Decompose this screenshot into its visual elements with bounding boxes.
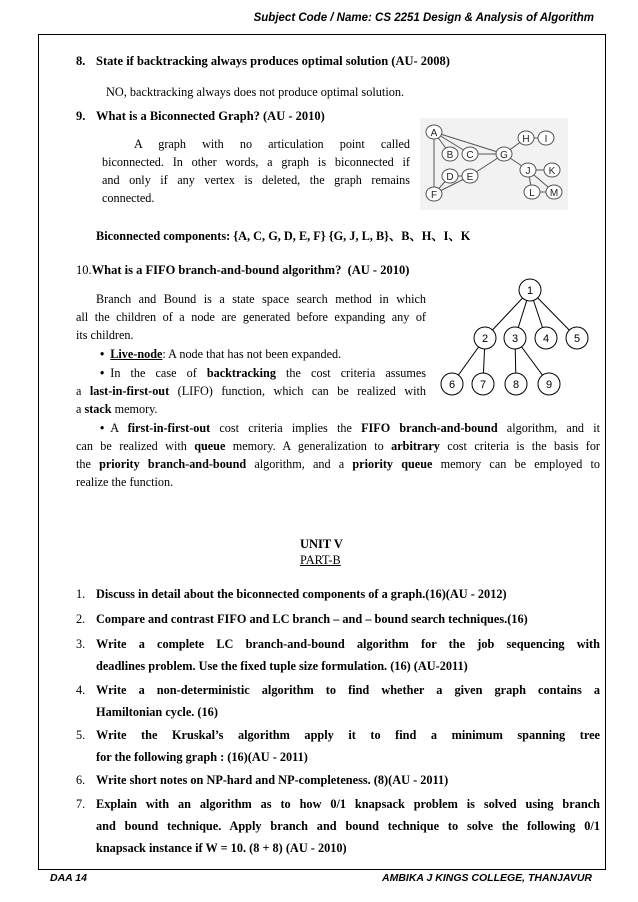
state-space-tree-figure [436,272,596,404]
question-6: Write short notes on NP-hard and NP-completeness. (8)(AU - 2011) [96,773,449,787]
graph-label-i: I [544,134,548,145]
q9-question: What is a Biconnected Graph? (AU - 2010) [96,109,325,123]
graph-label-c: C [466,150,474,161]
graph-label-f: F [430,190,438,201]
bullet-fifo: • A first-in-first-out cost criteria implies the FIFO branch-and-bound algorithm, and it can be realized with queue memory. A generalization to arbitrary cost criteria is the basis for the priority branch-and-bound algorithm, and a priority queue memory can be employed to realize the function. [76,419,600,491]
question-2-number: 2. [76,612,86,626]
q10-definition: Branch and Bound is a state space search method in which all the children of a node are generated before expanding any of its children. [76,292,426,342]
bullet-live-node: • Live-node: A node that has not been expanded. [100,345,426,363]
tree-label-8: 8 [512,379,520,391]
q9-components: Biconnected components: {A, C, G, D, E, F} {G, J, L, B}、B、H、I、K [96,229,471,243]
graph-label-d: D [446,172,454,183]
question-7: Explain with an algorithm as to how 0/1 knapsack problem is solved using branch and bound technique. Apply branch and bound technique to solve the following 0/1 knapsack instance if W = 10. (8 + 8) (AU - 2010) [96,797,600,855]
question-4: Write a non-deterministic algorithm to find whether a given graph contains a Hamiltonian cycle. (16) [96,683,600,719]
unit-part: PART-B [300,553,341,567]
biconnected-graph-figure [420,118,568,210]
graph-label-b: B [446,150,454,161]
footer-right: AMBIKA J KINGS COLLEGE, THANJAVUR [381,872,592,884]
question-1-number: 1. [76,587,86,601]
question-3: Write a complete LC branch-and-bound algorithm for the job sequencing with deadlines problem. Use the fixed tuple size formulation. (16) (AU-2011) [96,637,600,673]
graph-label-j: J [525,166,531,177]
q9-number: 9. [76,109,86,123]
question-3-number: 3. [76,637,86,651]
q8-question: State if backtracking always produces optimal solution (AU- 2008) [96,54,450,68]
unit-title: UNIT V [300,537,343,551]
bullet-backtracking: • In the case of backtracking the cost criteria assumes a last-in-first-out (LIFO) function, which can be realized with a stack memory. [76,364,426,418]
q9-definition: A graph with no articulation point called biconnected. In other words, a graph is biconnected if and only if any vertex is deleted, the graph remains connected. [102,137,410,205]
graph-label-m: M [549,188,559,199]
graph-label-e: E [466,172,474,183]
question-6-number: 6. [76,773,86,787]
tree-label-4: 4 [542,333,550,345]
page-header: Subject Code / Name: CS 2251 Design & Analysis of Algorithm [253,12,594,24]
graph-label-a: A [430,128,438,139]
tree-label-9: 9 [545,379,553,391]
question-1: Discuss in detail about the biconnected components of a graph.(16)(AU - 2012) [96,587,507,601]
tree-label-5: 5 [573,333,581,345]
graph-label-g: G [500,150,508,161]
tree-label-6: 6 [448,379,456,391]
question-4-number: 4. [76,683,86,697]
q8-number: 8. [76,54,86,68]
graph-label-l: L [529,188,535,199]
tree-label-1: 1 [526,285,534,297]
question-5: Write the Kruskal’s algorithm apply it to find a minimum spanning tree for the following graph : (16)(AU - 2011) [96,728,600,764]
question-7-number: 7. [76,797,86,811]
tree-label-2: 2 [481,333,489,345]
question-2: Compare and contrast FIFO and LC branch – and – bound search techniques.(16) [96,612,528,626]
graph-label-k: K [548,166,556,177]
question-5-number: 5. [76,728,86,742]
footer-left: DAA 14 [50,872,87,884]
q10-heading: 10.What is a FIFO branch-and-bound algorithm? (AU - 2010) [76,263,410,277]
tree-label-3: 3 [511,333,519,345]
q8-answer: NO, backtracking always does not produce optimal solution. [106,85,405,99]
tree-label-7: 7 [479,379,487,391]
graph-label-h: H [522,134,530,145]
